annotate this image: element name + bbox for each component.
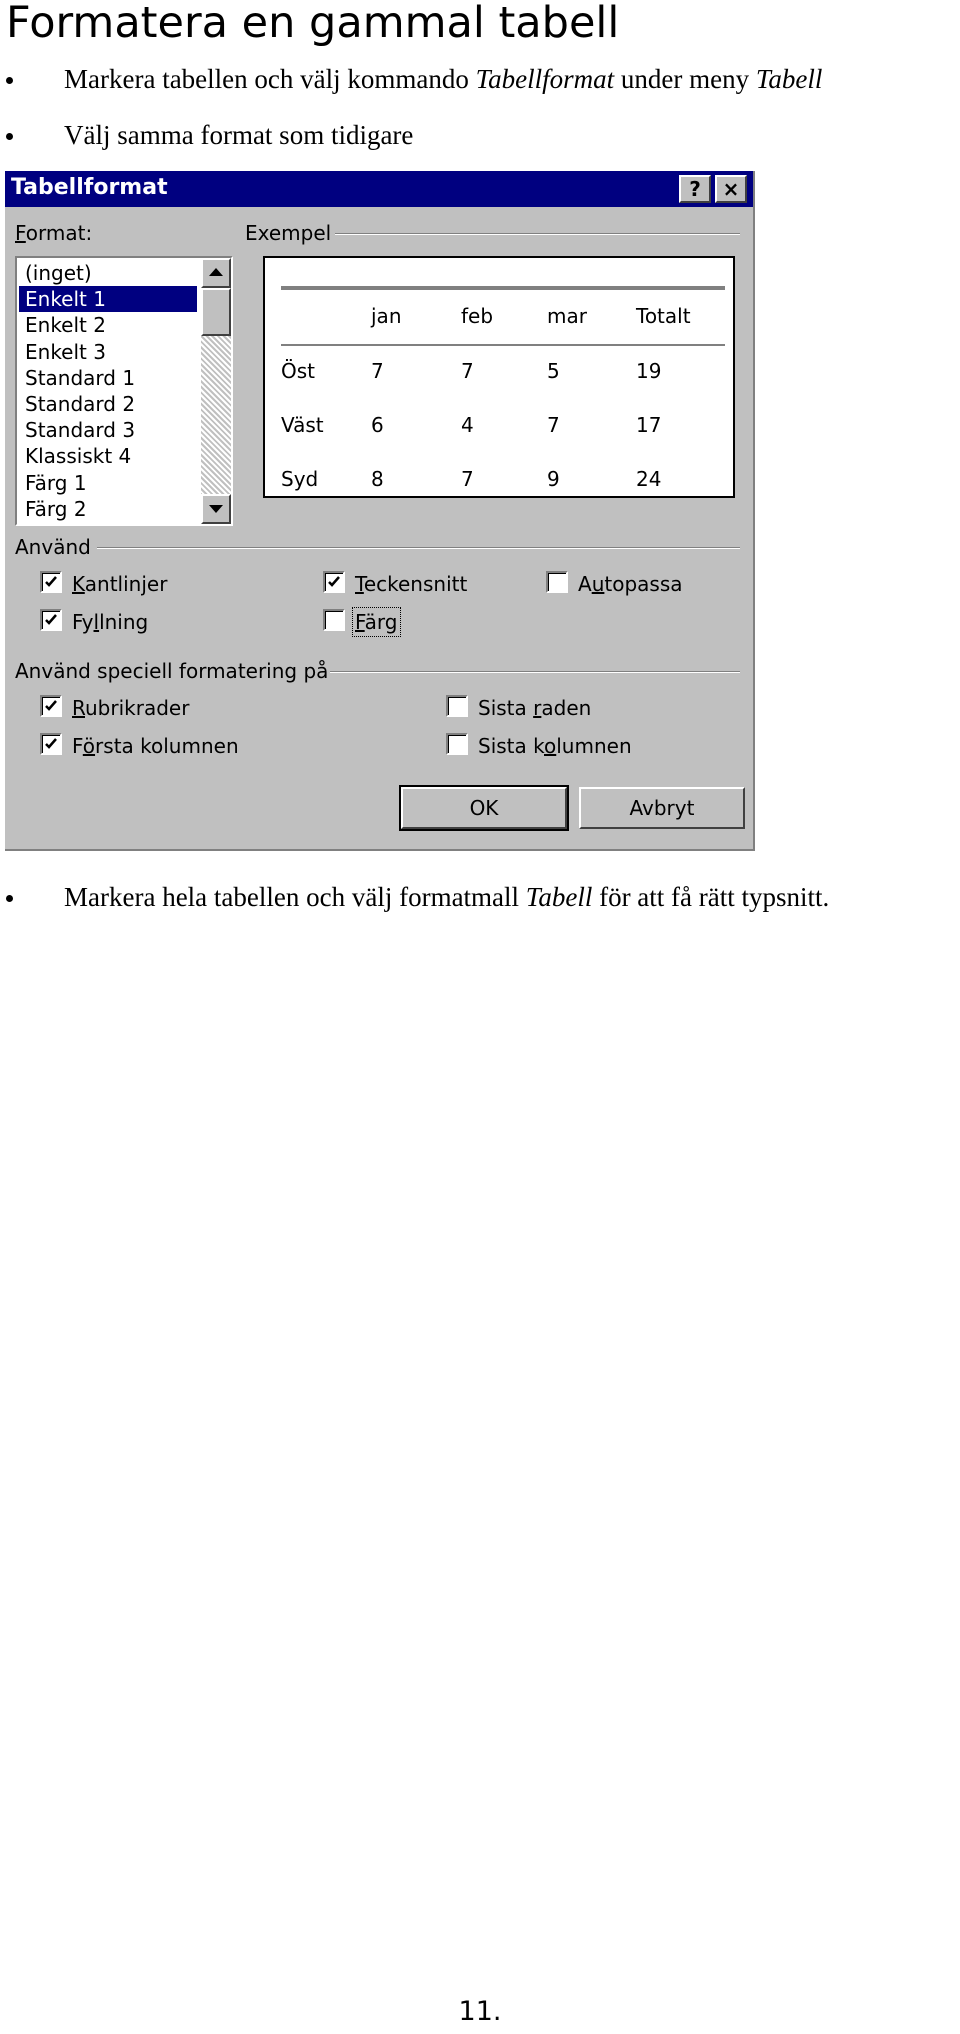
- preview-cell: 7: [461, 359, 474, 383]
- bullet-dot-icon: [6, 895, 13, 902]
- opt-post: aden: [541, 696, 592, 720]
- preview-header-rule: [281, 344, 725, 346]
- opt-key: r: [533, 696, 542, 720]
- opt-pre: F: [72, 734, 83, 758]
- sista-raden-label[interactable]: [478, 696, 591, 720]
- opt-key: u: [591, 572, 605, 596]
- example-preview: [263, 256, 735, 498]
- forsta-kolumnen-checkbox[interactable]: [40, 733, 62, 755]
- special-label: Använd speciell formatering på: [15, 659, 329, 683]
- format-label-key: F: [15, 221, 26, 245]
- preview-cell: 6: [371, 413, 384, 437]
- preview-cell: 17: [636, 413, 662, 437]
- rubrikrader-label[interactable]: [72, 696, 189, 720]
- ok-button[interactable]: OK: [401, 787, 567, 829]
- special-separator: [330, 671, 740, 673]
- close-button[interactable]: ×: [715, 175, 747, 203]
- apply-label: Använd: [15, 535, 91, 559]
- dialog-titlebar[interactable]: [5, 171, 753, 207]
- preview-col-header: mar: [547, 304, 587, 328]
- example-separator: [335, 233, 740, 235]
- format-listbox[interactable]: [15, 256, 233, 526]
- format-list[interactable]: [19, 260, 197, 522]
- bullet-emphasis: Tabell: [525, 882, 593, 912]
- preview-cell: 9: [547, 467, 560, 491]
- rubrikrader-checkbox[interactable]: [40, 695, 62, 717]
- preview-cell: 5: [547, 359, 560, 383]
- preview-row-label: Öst: [281, 359, 316, 383]
- help-button[interactable]: ?: [679, 175, 711, 203]
- forsta-kolumnen-label[interactable]: [72, 734, 239, 758]
- check-icon: [43, 698, 59, 714]
- bullet-text-part: under meny: [614, 64, 756, 94]
- preview-cell: 24: [636, 467, 662, 491]
- sista-kolumnen-label[interactable]: [478, 734, 632, 758]
- opt-post: antlinjer: [84, 572, 168, 596]
- bullet-text: Välj samma format som tidigare: [64, 120, 414, 150]
- bullet-text: [64, 63, 822, 95]
- opt-post: lning: [99, 610, 149, 634]
- format-label: [15, 221, 92, 245]
- preview-cell: 19: [636, 359, 662, 383]
- opt-key: F: [355, 610, 365, 634]
- format-list-item[interactable]: Enkelt 3: [25, 339, 106, 364]
- bullet-text-part: Markera hela tabellen och välj formatmall: [64, 882, 526, 912]
- preview-top-rule: [281, 286, 725, 290]
- bullet-dot-icon: [6, 133, 13, 140]
- farg-label[interactable]: [355, 610, 398, 634]
- opt-key: ö: [82, 734, 96, 758]
- preview-cell: 4: [461, 413, 474, 437]
- opt-post: topassa: [604, 572, 683, 596]
- dialog-title: Tabellformat: [11, 175, 168, 200]
- sista-raden-checkbox[interactable]: [446, 695, 468, 717]
- format-label-rest: ormat:: [25, 221, 93, 245]
- bullet-text-part: Markera tabellen och välj kommando: [64, 64, 476, 94]
- format-list-item[interactable]: Färg 2: [25, 496, 87, 521]
- format-list-item[interactable]: Enkelt 1: [19, 286, 197, 312]
- format-list-item[interactable]: Standard 3: [25, 418, 136, 443]
- teckensnitt-checkbox[interactable]: [323, 571, 345, 593]
- opt-pre: Sista: [478, 696, 534, 720]
- format-list-item[interactable]: Standard 2: [25, 391, 136, 416]
- opt-post: ärg: [364, 610, 398, 634]
- opt-post: ubrikrader: [85, 696, 190, 720]
- kantlinjer-checkbox[interactable]: [40, 571, 62, 593]
- cancel-button[interactable]: Avbryt: [579, 787, 745, 829]
- kantlinjer-label[interactable]: [72, 572, 167, 596]
- opt-key: K: [72, 572, 85, 596]
- apply-separator: [97, 547, 740, 549]
- preview-cell: 8: [371, 467, 384, 491]
- opt-pre: Fy: [72, 610, 94, 634]
- page-number: 11.: [458, 1996, 502, 2027]
- check-icon: [326, 574, 342, 590]
- bullet-dot-icon: [6, 77, 13, 84]
- opt-pre: Sista k: [478, 734, 544, 758]
- format-list-item[interactable]: (inget): [25, 261, 92, 285]
- teckensnitt-label[interactable]: [355, 572, 467, 596]
- bullet-emphasis: Tabell: [755, 64, 823, 94]
- preview-cell: 7: [371, 359, 384, 383]
- bullet-emphasis: Tabellformat: [475, 64, 615, 94]
- check-icon: [43, 574, 59, 590]
- format-list-item[interactable]: Klassiskt 4: [25, 444, 132, 469]
- format-scrollbar[interactable]: [201, 258, 231, 524]
- example-label: Exempel: [245, 221, 332, 245]
- opt-key: R: [72, 696, 85, 720]
- fyllning-checkbox[interactable]: [40, 609, 62, 631]
- preview-col-header: jan: [371, 304, 402, 328]
- opt-key: l: [93, 610, 100, 634]
- preview-col-header: feb: [461, 304, 494, 328]
- check-icon: [43, 612, 59, 628]
- preview-row-label: Väst: [281, 413, 324, 437]
- autopassa-label[interactable]: [578, 572, 683, 596]
- format-list-item[interactable]: Enkelt 2: [25, 313, 106, 338]
- bullet-text: [64, 881, 829, 913]
- arrow-down-icon: [209, 505, 223, 513]
- opt-post: rsta kolumnen: [95, 734, 239, 758]
- check-icon: [43, 736, 59, 752]
- tabellformat-dialog: [5, 171, 755, 851]
- preview-row-label: Syd: [281, 467, 319, 491]
- sista-kolumnen-checkbox[interactable]: [446, 733, 468, 755]
- bullet-text-part: för att få rätt typsnitt.: [592, 882, 830, 912]
- scroll-thumb[interactable]: [201, 288, 231, 336]
- farg-checkbox[interactable]: [323, 609, 345, 631]
- page-heading: Formatera en gammal tabell: [6, 0, 620, 48]
- opt-pre: A: [578, 572, 592, 596]
- arrow-up-icon: [209, 268, 223, 276]
- preview-cell: 7: [461, 467, 474, 491]
- opt-key: o: [544, 734, 557, 758]
- fyllning-label[interactable]: [72, 610, 148, 634]
- format-list-item[interactable]: Standard 1: [25, 365, 136, 390]
- scroll-up-button[interactable]: [201, 258, 231, 288]
- opt-post: lumnen: [556, 734, 632, 758]
- preview-cell: 7: [547, 413, 560, 437]
- format-list-item[interactable]: Färg 1: [25, 470, 87, 495]
- opt-post: eckensnitt: [363, 572, 468, 596]
- scroll-down-button[interactable]: [201, 494, 231, 524]
- opt-key: T: [355, 572, 364, 596]
- autopassa-checkbox[interactable]: [546, 571, 568, 593]
- preview-col-header: Totalt: [636, 304, 691, 328]
